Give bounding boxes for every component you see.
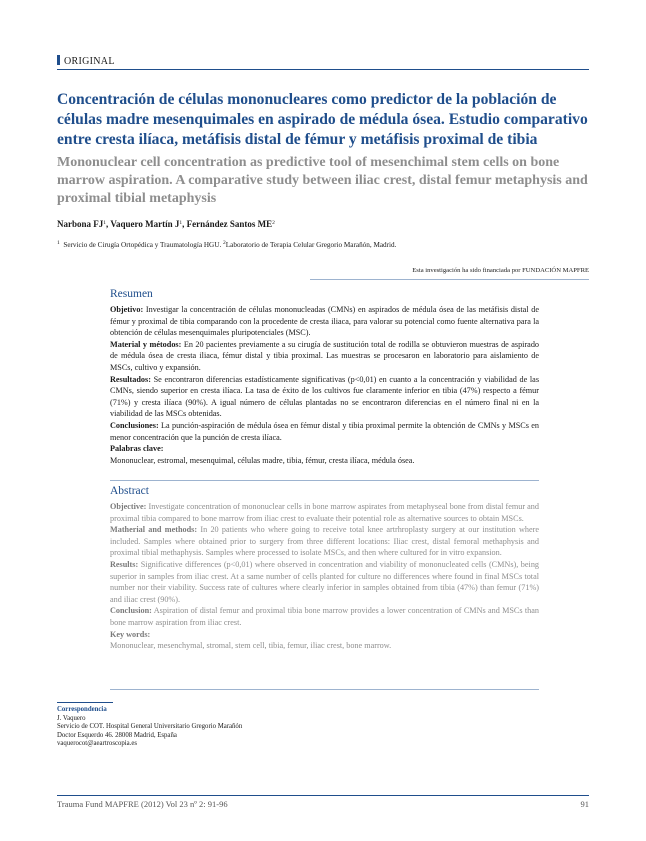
results-label: Results: — [110, 559, 139, 569]
correspondence-block — [57, 706, 242, 749]
abstract-objective — [110, 501, 539, 524]
resumen-rule — [110, 480, 539, 481]
abstract-methods — [110, 524, 539, 559]
conclusiones-label: Conclusiones: — [110, 420, 159, 430]
methods-label: Matherial and methods: — [110, 525, 198, 535]
material-label: Material y métodos: — [110, 339, 182, 349]
author-3-affil: 2 — [272, 220, 275, 226]
abstract-keywords-label — [110, 629, 539, 641]
abstract-heading: Abstract — [110, 485, 149, 497]
methods-text: In 20 patients who where going to receive total knee artrhroplasty surgery at our institution where included. Samples where obtained prior to surgery from three different locations: Iliac crest, distal femoral methaphysis and proximal tibial methaphysis. Samples where processed to isolate MSCs, and then where cultured for in vitro expansion. — [110, 525, 539, 558]
correspondence-address-1: Servicio de COT. Hospital General Universitario Gregorio Marañón — [57, 723, 243, 731]
material-text: En 20 pacientes previamente a su cirugía de sustitución total de rodilla se obtuvieron muestras de aspirado de médula ósea de cresta iliaca, fémur distal y tibia proximal. Las muestras se procesaron en laboratorio para aislamiento de MSCs, cultivo y expansión. — [110, 339, 540, 372]
abstract-rule — [110, 689, 539, 690]
affiliations — [57, 240, 396, 249]
objective-text: Investigate concentration of mononuclear cells in bone marrow aspirates from metaphyseal bone from distal femur and proximal tibia compared to bone marrow from iliac crest to evaluate their potential role as alternative sources to obtain MSCs. — [110, 502, 539, 523]
resumen-objetivo — [110, 304, 539, 339]
section-text: ORIGINAL — [64, 56, 115, 67]
resultados-text: Se encontraron diferencias estadísticamente significativas (p<0,01) en cuanto a la concentración y viabilidad de las CMNs, siendo superior en cresta ilíaca. La tasa de éxito de los cultivos fue claramente inferior en tibia (47%) respecto a fémur (71%) y cresta ilíaca (90%). A igual número de células plantadas no se encontraron diferencias en el número final ni en la viabilidad de las MSCs obtenidas. — [110, 374, 540, 419]
correspondence-address-2: Doctor Esquerdo 46. 28008 Madrid, España — [57, 731, 177, 739]
header-rule — [57, 69, 589, 70]
authors — [57, 219, 275, 229]
author-2-affil: 1 — [179, 220, 183, 226]
affil-1-mark: 1 — [57, 240, 60, 246]
objetivo-text: Investigar la concentración de células mononucleadas (CMNs) en aspirados de médula ósea de las metáfisis distal de fémur y proximal de tibia comparando con la procedente de cresta iliaca, para valorar su potencial como fuente alternativa para la obtención de células mesenquimales pluripotenciales (MSC). — [110, 305, 539, 338]
resumen-conclusiones — [110, 420, 539, 443]
footer-rule — [57, 795, 589, 796]
resumen-material — [110, 339, 539, 374]
affil-2-mark: 2 — [223, 240, 226, 246]
title-spanish: Concentración de células mononucleares como predictor de la población de células madre mesenquimales en aspirado de médula ósea. Estudio comparativo entre cresta ilíaca, metáfisis distal de fémur y metáfisis proximal de tibia — [57, 91, 588, 148]
funding-note: Esta investigación ha sido financiada por FUNDACIÓN MAPFRE — [412, 267, 589, 274]
resumen-keywords-label — [110, 443, 539, 455]
correspondence-heading: Correspondencia — [57, 706, 107, 713]
resumen-heading: Resumen — [110, 288, 153, 300]
page-number: 91 — [580, 799, 589, 809]
abstract-keywords: Mononuclear, mesenchymal, stromal, stem cell, tibia, femur, iliac crest, bone marrow. — [110, 641, 392, 651]
resultados-label: Resultados: — [110, 374, 151, 384]
author-3: , Fernández Santos ME — [182, 219, 273, 229]
conclusion-label: Conclusion: — [110, 606, 152, 616]
resumen-section — [110, 287, 539, 466]
correspondence-email: vaquerocot@aeartroscopia.es — [57, 740, 138, 748]
conclusiones-text: La punción-aspiración de médula ósea en fémur distal y tibia proximal permite la obtención de CMNs y MSCs en menor concentración que la punción de cresta ilíaca. — [110, 420, 540, 442]
objetivo-label: Objetivo: — [110, 305, 144, 314]
author-1: Narbona FJ — [57, 219, 104, 229]
abstract-section — [110, 484, 539, 652]
title-english: Mononuclear cell concentration as predictive tool of mesenchimal stem cells on bone marrow aspiration. A comparative study between iliac crest, distal femur metaphysis and proximal tibial metaphysis — [57, 155, 588, 206]
resumen-keywords: Mononuclear, estromal, mesenquimal, células madre, tibia, fémur, cresta ilíaca, médula ósea. — [110, 455, 415, 465]
correspondence-rule — [57, 702, 113, 703]
author-1-affil: 1 — [103, 220, 107, 226]
section-label — [57, 55, 115, 67]
author-2: , Vaquero Martín J — [106, 219, 180, 229]
abstract-conclusion — [110, 605, 539, 628]
results-text: Significative differences (p<0,01) where observed in concentration and viability of mononucleated cells (CMNs), being superior in samples from iliac crest. At a same number of cells planted for culture no differences where found in final MSCs total number nor their viability. Success rate of cultures where clearly inferior in samples obtained from tibia (47%) than femur (71%) and iliac crest (90%). — [110, 559, 540, 604]
objective-label: Objective: — [110, 502, 147, 511]
palabras-clave-label: Palabras clave: — [110, 444, 164, 454]
resumen-resultados — [110, 374, 539, 420]
funding-rule — [310, 279, 589, 280]
journal-citation: Trauma Fund MAPFRE (2012) Vol 23 nº 2: 91-96 — [57, 799, 228, 809]
conclusion-text: Aspiration of distal femur and proximal tibia bone marrow provides a lower concentration of CMNs and MSCs than bone marrow aspiration from iliac crest. — [110, 606, 539, 627]
affil-2: Laboratorio de Terapia Celular Gregorio Marañón, Madrid. — [225, 241, 397, 249]
abstract-results — [110, 559, 539, 605]
affil-1: Servicio de Cirugía Ortopédica y Traumatología HGU. — [63, 241, 222, 249]
key-words-label: Key words: — [110, 629, 151, 639]
section-marker — [57, 55, 60, 65]
correspondence-name: J. Vaquero — [57, 714, 86, 722]
